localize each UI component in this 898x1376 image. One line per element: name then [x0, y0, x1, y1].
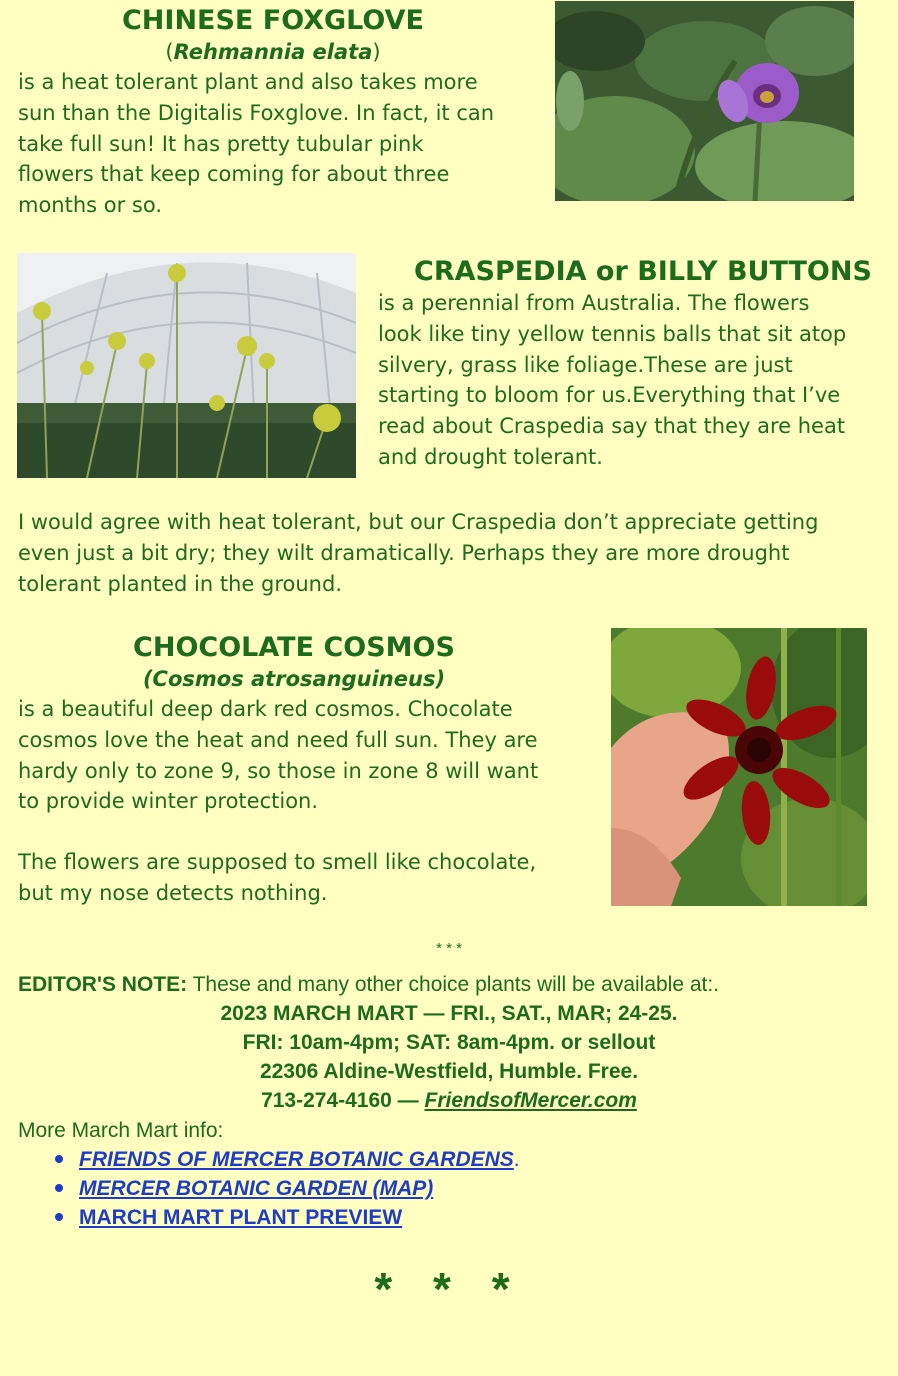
- cosmos-photo: [611, 628, 867, 906]
- craspedia-description: is a perennial from Australia. The flowers look like tiny yellow tennis balls that sit atop silvery, grass like foliage.These are just starting to bloom for us.Everything that I’ve read about Craspedia say that they are heat and drought tolerant.: [378, 291, 847, 469]
- plant-preview-link[interactable]: MARCH MART PLANT PREVIEW: [79, 1206, 403, 1229]
- cosmos-section: [18, 632, 570, 909]
- mercer-map-link[interactable]: MERCER BOTANIC GARDEN (MAP): [79, 1177, 434, 1200]
- cosmos-sci-name: (Cosmos atrosanguineus): [142, 667, 446, 691]
- craspedia-section: [378, 256, 888, 473]
- phone-website-line: [0, 1086, 898, 1115]
- craspedia-photo: [17, 253, 356, 478]
- bullet-icon: [55, 1184, 63, 1192]
- bullet-icon: [55, 1213, 63, 1221]
- craspedia-paragraph-2: I would agree with heat tolerant, but our Craspedia don’t appreciate getting even just a bit dry; they wilt dramatically. Perhaps they are more drought tolerant planted in the ground.: [18, 510, 819, 596]
- cosmos-paragraph-2: The flowers are supposed to smell like chocolate, but my nose detects nothing.: [18, 850, 537, 905]
- foxglove-section: [18, 5, 528, 221]
- small-separator: * * *: [436, 940, 462, 957]
- event-details: [0, 999, 898, 1115]
- cosmos-title: CHOCOLATE COSMOS: [133, 632, 455, 663]
- event-line: 2023 MARCH MART — FRI., SAT., MAR; 24-25.: [220, 1002, 678, 1025]
- editors-note-text: These and many other choice plants will be available at:.: [187, 973, 720, 996]
- foxglove-description: is a heat tolerant plant and also takes more sun than the Digitalis Foxglove. In fact, it can take full sun! It has pretty tubular pink flowers that keep coming for about three months or so.: [18, 70, 495, 218]
- hours-line: FRI: 10am-4pm; SAT: 8am-4pm. or sellout: [242, 1031, 656, 1054]
- foxglove-title: CHINESE FOXGLOVE: [121, 5, 424, 36]
- website-link[interactable]: FriendsofMercer.com: [424, 1089, 637, 1112]
- cosmos-description: is a beautiful deep dark red cosmos. Chocolate cosmos love the heat and need full sun. They are hardy only to zone 9, so those in zone 8 will want to provide winter protection.: [18, 697, 539, 814]
- friends-of-mercer-link[interactable]: FRIENDS OF MERCER BOTANIC GARDENS: [79, 1148, 514, 1171]
- more-info-links: [18, 1145, 888, 1232]
- list-item: [18, 1174, 888, 1203]
- craspedia-title: CRASPEDIA or BILLY BUTTONS: [414, 256, 872, 287]
- list-item: FRIENDS OF MERCER BOTANIC GARDENS.: [18, 1145, 888, 1174]
- address-line: 22306 Aldine-Westfield, Humble. Free.: [259, 1060, 639, 1083]
- phone-number: 713-274-4160 —: [261, 1089, 425, 1112]
- more-info-label: More March Mart info:: [18, 1119, 224, 1142]
- foxglove-photo: [555, 1, 854, 201]
- bullet-icon: [55, 1155, 63, 1163]
- list-item: [18, 1203, 888, 1232]
- editors-note: [18, 970, 888, 999]
- editors-note-label: EDITOR'S NOTE:: [18, 973, 188, 996]
- large-separator: * * *: [374, 1263, 524, 1315]
- foxglove-sci-name: (Rehmannia elata): [165, 40, 381, 64]
